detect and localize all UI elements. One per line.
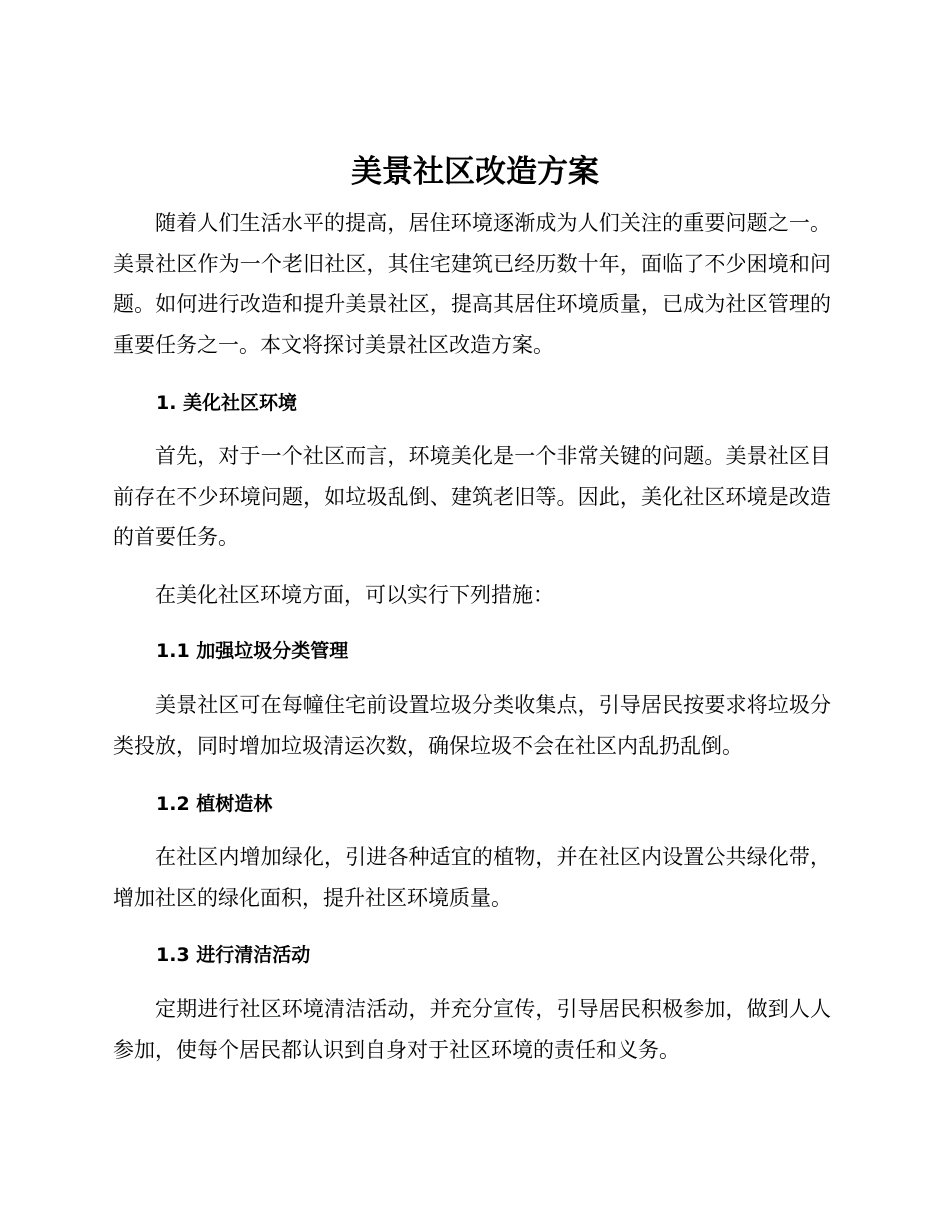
- document-title: 美景社区改造方案: [351, 154, 599, 190]
- section-1-2-paragraph: 在社区内增加绿化，引进各种适宜的植物，并在社区内设置公共绿化带，增加社区的绿化面积，提升社区环境质量。: [113, 845, 831, 910]
- section-heading-1-1: 1.1 加强垃圾分类管理: [156, 640, 349, 662]
- section-heading-1-3: 1.3 进行清洁活动: [156, 944, 311, 966]
- section-heading-1: 1. 美化社区环境: [156, 392, 298, 414]
- section-1-1-paragraph: 美景社区可在每幢住宅前设置垃圾分类收集点，引导居民按要求将垃圾分类投放，同时增加垃圾清运次数，确保垃圾不会在社区内乱扔乱倒。: [113, 693, 831, 758]
- section-1-paragraph-2: 在美化社区环境方面，可以实行下列措施：: [155, 583, 554, 607]
- section-heading-1-2: 1.2 植树造林: [156, 793, 273, 815]
- intro-paragraph: 随着人们生活水平的提高，居住环境逐渐成为人们关注的重要问题之一。美景社区作为一个老旧社区，其住宅建筑已经历数十年，面临了不少困境和问题。如何进行改造和提升美景社区，提高其居住环境质量，已成为社区管理的重要任务之一。本文将探讨美景社区改造方案。: [113, 211, 831, 357]
- section-1-paragraph-1: 首先，对于一个社区而言，环境美化是一个非常关键的问题。美景社区目前存在不少环境问题，如垃圾乱倒、建筑老旧等。因此，美化社区环境是改造的首要任务。: [113, 444, 831, 549]
- section-1-3-paragraph: 定期进行社区环境清洁活动，并充分宣传，引导居民积极参加，做到人人参加，使每个居民都认识到自身对于社区环境的责任和义务。: [113, 997, 831, 1062]
